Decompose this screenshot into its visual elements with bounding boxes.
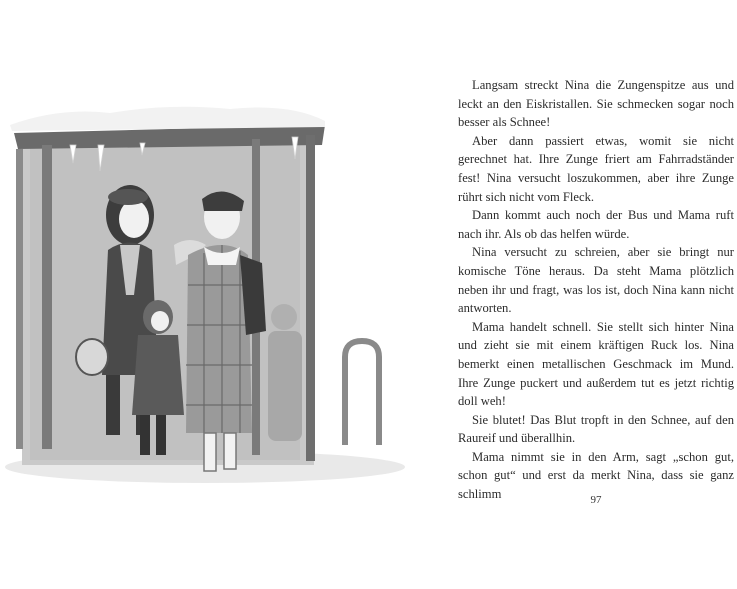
- page-number: 97: [590, 494, 602, 506]
- paragraph-7: Mama nimmt sie in den Arm, sagt „schon gut, schon gut“ und erst da merkt Nina, dass sie ganz schlimm: [458, 449, 734, 502]
- paragraph-5: Mama handelt schnell. Sie stellt sich hinter Nina und zieht sie mit einem kräftigen Ruck los. Nina bemerkt einen metallischen Geschmack im Mund. Ihre Zunge puckert und außerdem tut es jetzt richtig doll weh!: [458, 319, 734, 409]
- paragraph-1: Langsam streckt Nina die Zungenspitze aus und leckt an den Eiskristallen. Sie schmecken sogar noch besser als Schnee!: [458, 78, 734, 130]
- paragraph-6: Sie blutet! Das Blut tropft in den Schnee, auf den Raureif und überallhin.: [458, 412, 734, 446]
- paragraph-3: Dann kommt auch noch der Bus und Mama ruft nach ihr. Als ob das helfen würde.: [458, 208, 734, 241]
- paragraph-2: Aber dann passiert etwas, womit sie nicht gerechnet hat. Ihre Zunge friert am Fahrradständer fest! Nina versucht loszukommen, aber ihre Zunge rührt sich nicht vom Fleck.: [458, 133, 734, 204]
- bus-stop-illustration: [0, 95, 410, 490]
- story-text: [458, 76, 734, 504]
- paragraph-4: Nina versucht zu schreien, aber sie bringt nur komische Töne heraus. Da steht Mama plötzlich neben ihr und fragt, was los ist, doch Nina kann nicht antworten.: [458, 245, 734, 316]
